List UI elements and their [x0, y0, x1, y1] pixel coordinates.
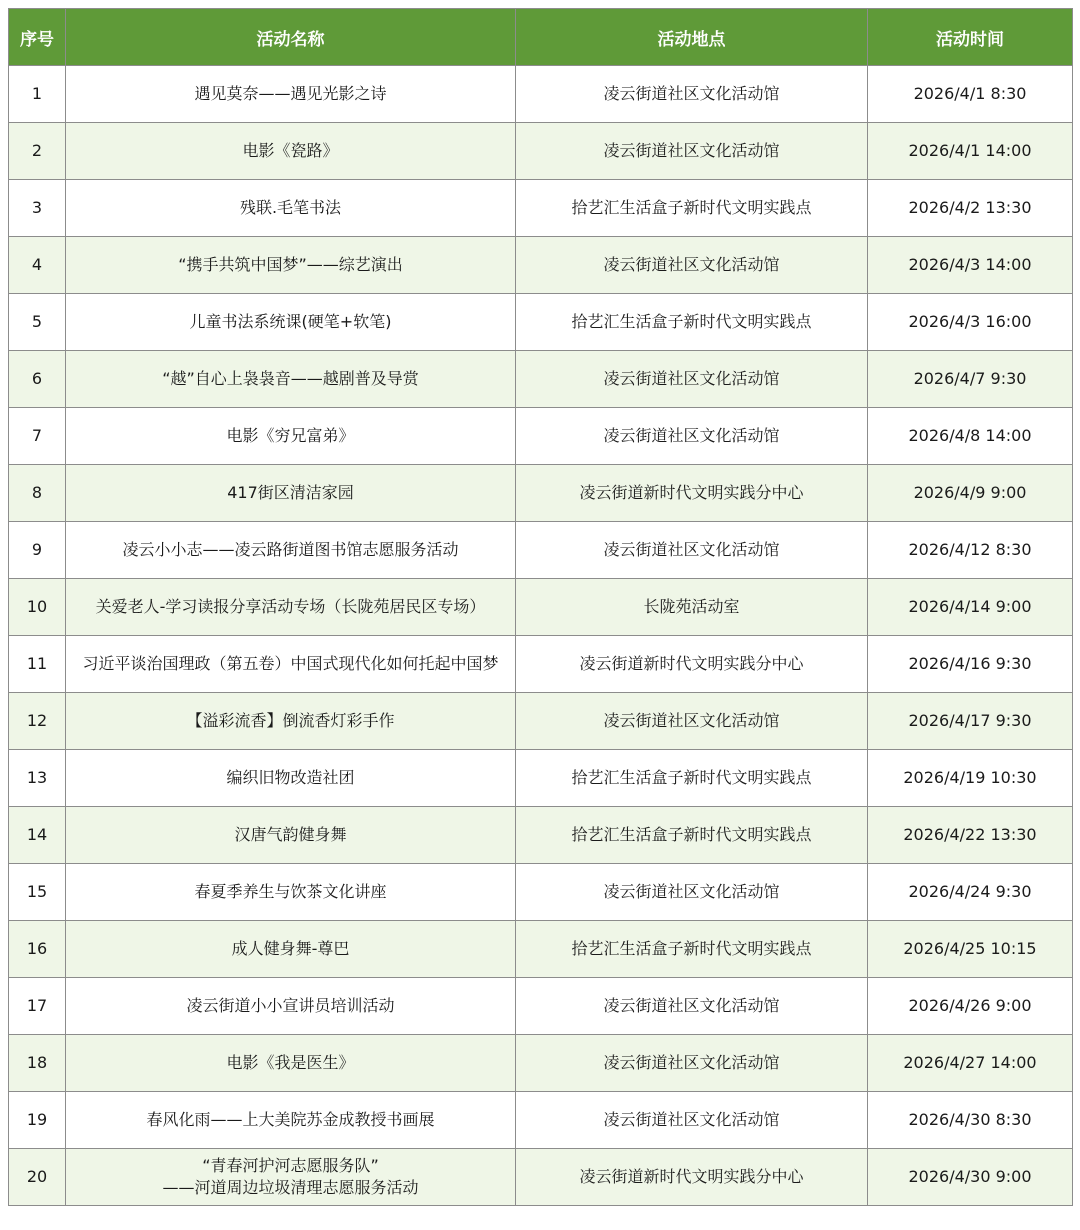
cell-serial-number: 18: [9, 1035, 66, 1092]
cell-serial-number: 14: [9, 807, 66, 864]
cell-serial-number: 8: [9, 465, 66, 522]
cell-serial-number: 19: [9, 1092, 66, 1149]
cell-activity-name: 成人健身舞-尊巴: [66, 921, 516, 978]
header-activity-location: 活动地点: [516, 9, 868, 66]
cell-activity-location: 拾艺汇生活盒子新时代文明实践点: [516, 807, 868, 864]
cell-activity-name: 遇见莫奈——遇见光影之诗: [66, 66, 516, 123]
activity-name-line-1: “青春河护河志愿服务队”: [202, 1156, 379, 1175]
cell-activity-location: 拾艺汇生活盒子新时代文明实践点: [516, 180, 868, 237]
cell-activity-time: 2026/4/3 16:00: [868, 294, 1073, 351]
cell-activity-time: 2026/4/25 10:15: [868, 921, 1073, 978]
cell-serial-number: 3: [9, 180, 66, 237]
cell-serial-number: 7: [9, 408, 66, 465]
cell-activity-location: 凌云街道社区文化活动馆: [516, 1092, 868, 1149]
table-row: [9, 351, 1073, 408]
table-row: [9, 522, 1073, 579]
cell-activity-location: 凌云街道社区文化活动馆: [516, 522, 868, 579]
cell-activity-time: 2026/4/2 13:30: [868, 180, 1073, 237]
header-row: [9, 9, 1073, 66]
cell-activity-time: 2026/4/1 8:30: [868, 66, 1073, 123]
cell-serial-number: 16: [9, 921, 66, 978]
table-row: [9, 465, 1073, 522]
cell-serial-number: 4: [9, 237, 66, 294]
cell-activity-name: 春夏季养生与饮茶文化讲座: [66, 864, 516, 921]
table-row: [9, 864, 1073, 921]
cell-activity-location: 凌云街道社区文化活动馆: [516, 123, 868, 180]
cell-activity-time: 2026/4/27 14:00: [868, 1035, 1073, 1092]
cell-activity-time: 2026/4/16 9:30: [868, 636, 1073, 693]
cell-serial-number: 6: [9, 351, 66, 408]
table-row: [9, 579, 1073, 636]
cell-activity-name: 习近平谈治国理政（第五卷）中国式现代化如何托起中国梦: [66, 636, 516, 693]
cell-serial-number: 9: [9, 522, 66, 579]
cell-serial-number: 2: [9, 123, 66, 180]
table-row: [9, 123, 1073, 180]
table-row: [9, 1092, 1073, 1149]
cell-activity-time: 2026/4/14 9:00: [868, 579, 1073, 636]
cell-activity-name: “越”自心上袅袅音——越剧普及导赏: [66, 351, 516, 408]
cell-activity-location: 凌云街道新时代文明实践分中心: [516, 636, 868, 693]
cell-activity-location: 凌云街道社区文化活动馆: [516, 693, 868, 750]
cell-serial-number: 20: [9, 1149, 66, 1206]
cell-activity-time: 2026/4/8 14:00: [868, 408, 1073, 465]
table-row: [9, 978, 1073, 1035]
cell-activity-location: 凌云街道社区文化活动馆: [516, 351, 868, 408]
cell-activity-location: 凌云街道社区文化活动馆: [516, 978, 868, 1035]
cell-activity-location: 凌云街道社区文化活动馆: [516, 408, 868, 465]
cell-serial-number: 5: [9, 294, 66, 351]
cell-serial-number: 17: [9, 978, 66, 1035]
cell-activity-time: 2026/4/9 9:00: [868, 465, 1073, 522]
cell-activity-location: 长陇苑活动室: [516, 579, 868, 636]
cell-activity-time: 2026/4/22 13:30: [868, 807, 1073, 864]
cell-serial-number: 12: [9, 693, 66, 750]
table-row: [9, 921, 1073, 978]
cell-activity-name: 417街区清洁家园: [66, 465, 516, 522]
cell-activity-name: 儿童书法系统课(硬笔+软笔): [66, 294, 516, 351]
cell-activity-time: 2026/4/7 9:30: [868, 351, 1073, 408]
cell-activity-location: 凌云街道社区文化活动馆: [516, 66, 868, 123]
cell-activity-name: “携手共筑中国梦”——综艺演出: [66, 237, 516, 294]
cell-activity-time: 2026/4/24 9:30: [868, 864, 1073, 921]
cell-activity-name: 电影《穷兄富弟》: [66, 408, 516, 465]
cell-serial-number: 1: [9, 66, 66, 123]
table-row: [9, 807, 1073, 864]
cell-activity-name: 残联.毛笔书法: [66, 180, 516, 237]
cell-activity-name: 汉唐气韵健身舞: [66, 807, 516, 864]
cell-activity-name: 关爱老人-学习读报分享活动专场（长陇苑居民区专场）: [66, 579, 516, 636]
cell-activity-name: [66, 1149, 516, 1206]
cell-activity-name: 【溢彩流香】倒流香灯彩手作: [66, 693, 516, 750]
cell-activity-time: 2026/4/30 8:30: [868, 1092, 1073, 1149]
cell-activity-name: 电影《我是医生》: [66, 1035, 516, 1092]
table-row: [9, 1035, 1073, 1092]
cell-serial-number: 13: [9, 750, 66, 807]
cell-activity-time: 2026/4/17 9:30: [868, 693, 1073, 750]
header-activity-name: 活动名称: [66, 9, 516, 66]
cell-activity-location: 凌云街道新时代文明实践分中心: [516, 465, 868, 522]
table-row: [9, 750, 1073, 807]
cell-serial-number: 10: [9, 579, 66, 636]
table-row: [9, 66, 1073, 123]
cell-activity-name: 春风化雨——上大美院苏金成教授书画展: [66, 1092, 516, 1149]
cell-activity-location: 凌云街道新时代文明实践分中心: [516, 1149, 868, 1206]
cell-activity-time: 2026/4/1 14:00: [868, 123, 1073, 180]
cell-activity-location: 凌云街道社区文化活动馆: [516, 864, 868, 921]
table-row: [9, 408, 1073, 465]
cell-activity-name: 凌云小小志——凌云路街道图书馆志愿服务活动: [66, 522, 516, 579]
cell-activity-time: 2026/4/19 10:30: [868, 750, 1073, 807]
activity-schedule-table: [8, 8, 1073, 1206]
table-row: [9, 693, 1073, 750]
table-body: [9, 66, 1073, 1206]
header-activity-time: 活动时间: [868, 9, 1073, 66]
cell-activity-name: 凌云街道小小宣讲员培训活动: [66, 978, 516, 1035]
table-header: [9, 9, 1073, 66]
table-row: [9, 294, 1073, 351]
cell-activity-location: 拾艺汇生活盒子新时代文明实践点: [516, 750, 868, 807]
table-row: [9, 237, 1073, 294]
cell-activity-location: 凌云街道社区文化活动馆: [516, 237, 868, 294]
cell-serial-number: 11: [9, 636, 66, 693]
table-row: [9, 636, 1073, 693]
cell-activity-time: 2026/4/12 8:30: [868, 522, 1073, 579]
cell-activity-name: 编织旧物改造社团: [66, 750, 516, 807]
cell-activity-location: 凌云街道社区文化活动馆: [516, 1035, 868, 1092]
cell-activity-name: 电影《瓷路》: [66, 123, 516, 180]
cell-activity-location: 拾艺汇生活盒子新时代文明实践点: [516, 294, 868, 351]
header-serial-number: 序号: [9, 9, 66, 66]
cell-activity-time: 2026/4/3 14:00: [868, 237, 1073, 294]
cell-activity-location: 拾艺汇生活盒子新时代文明实践点: [516, 921, 868, 978]
table-row: [9, 180, 1073, 237]
cell-activity-time: 2026/4/26 9:00: [868, 978, 1073, 1035]
activity-name-line-2: ——河道周边垃圾清理志愿服务活动: [162, 1178, 419, 1197]
cell-serial-number: 15: [9, 864, 66, 921]
table-row: [9, 1149, 1073, 1206]
cell-activity-time: 2026/4/30 9:00: [868, 1149, 1073, 1206]
